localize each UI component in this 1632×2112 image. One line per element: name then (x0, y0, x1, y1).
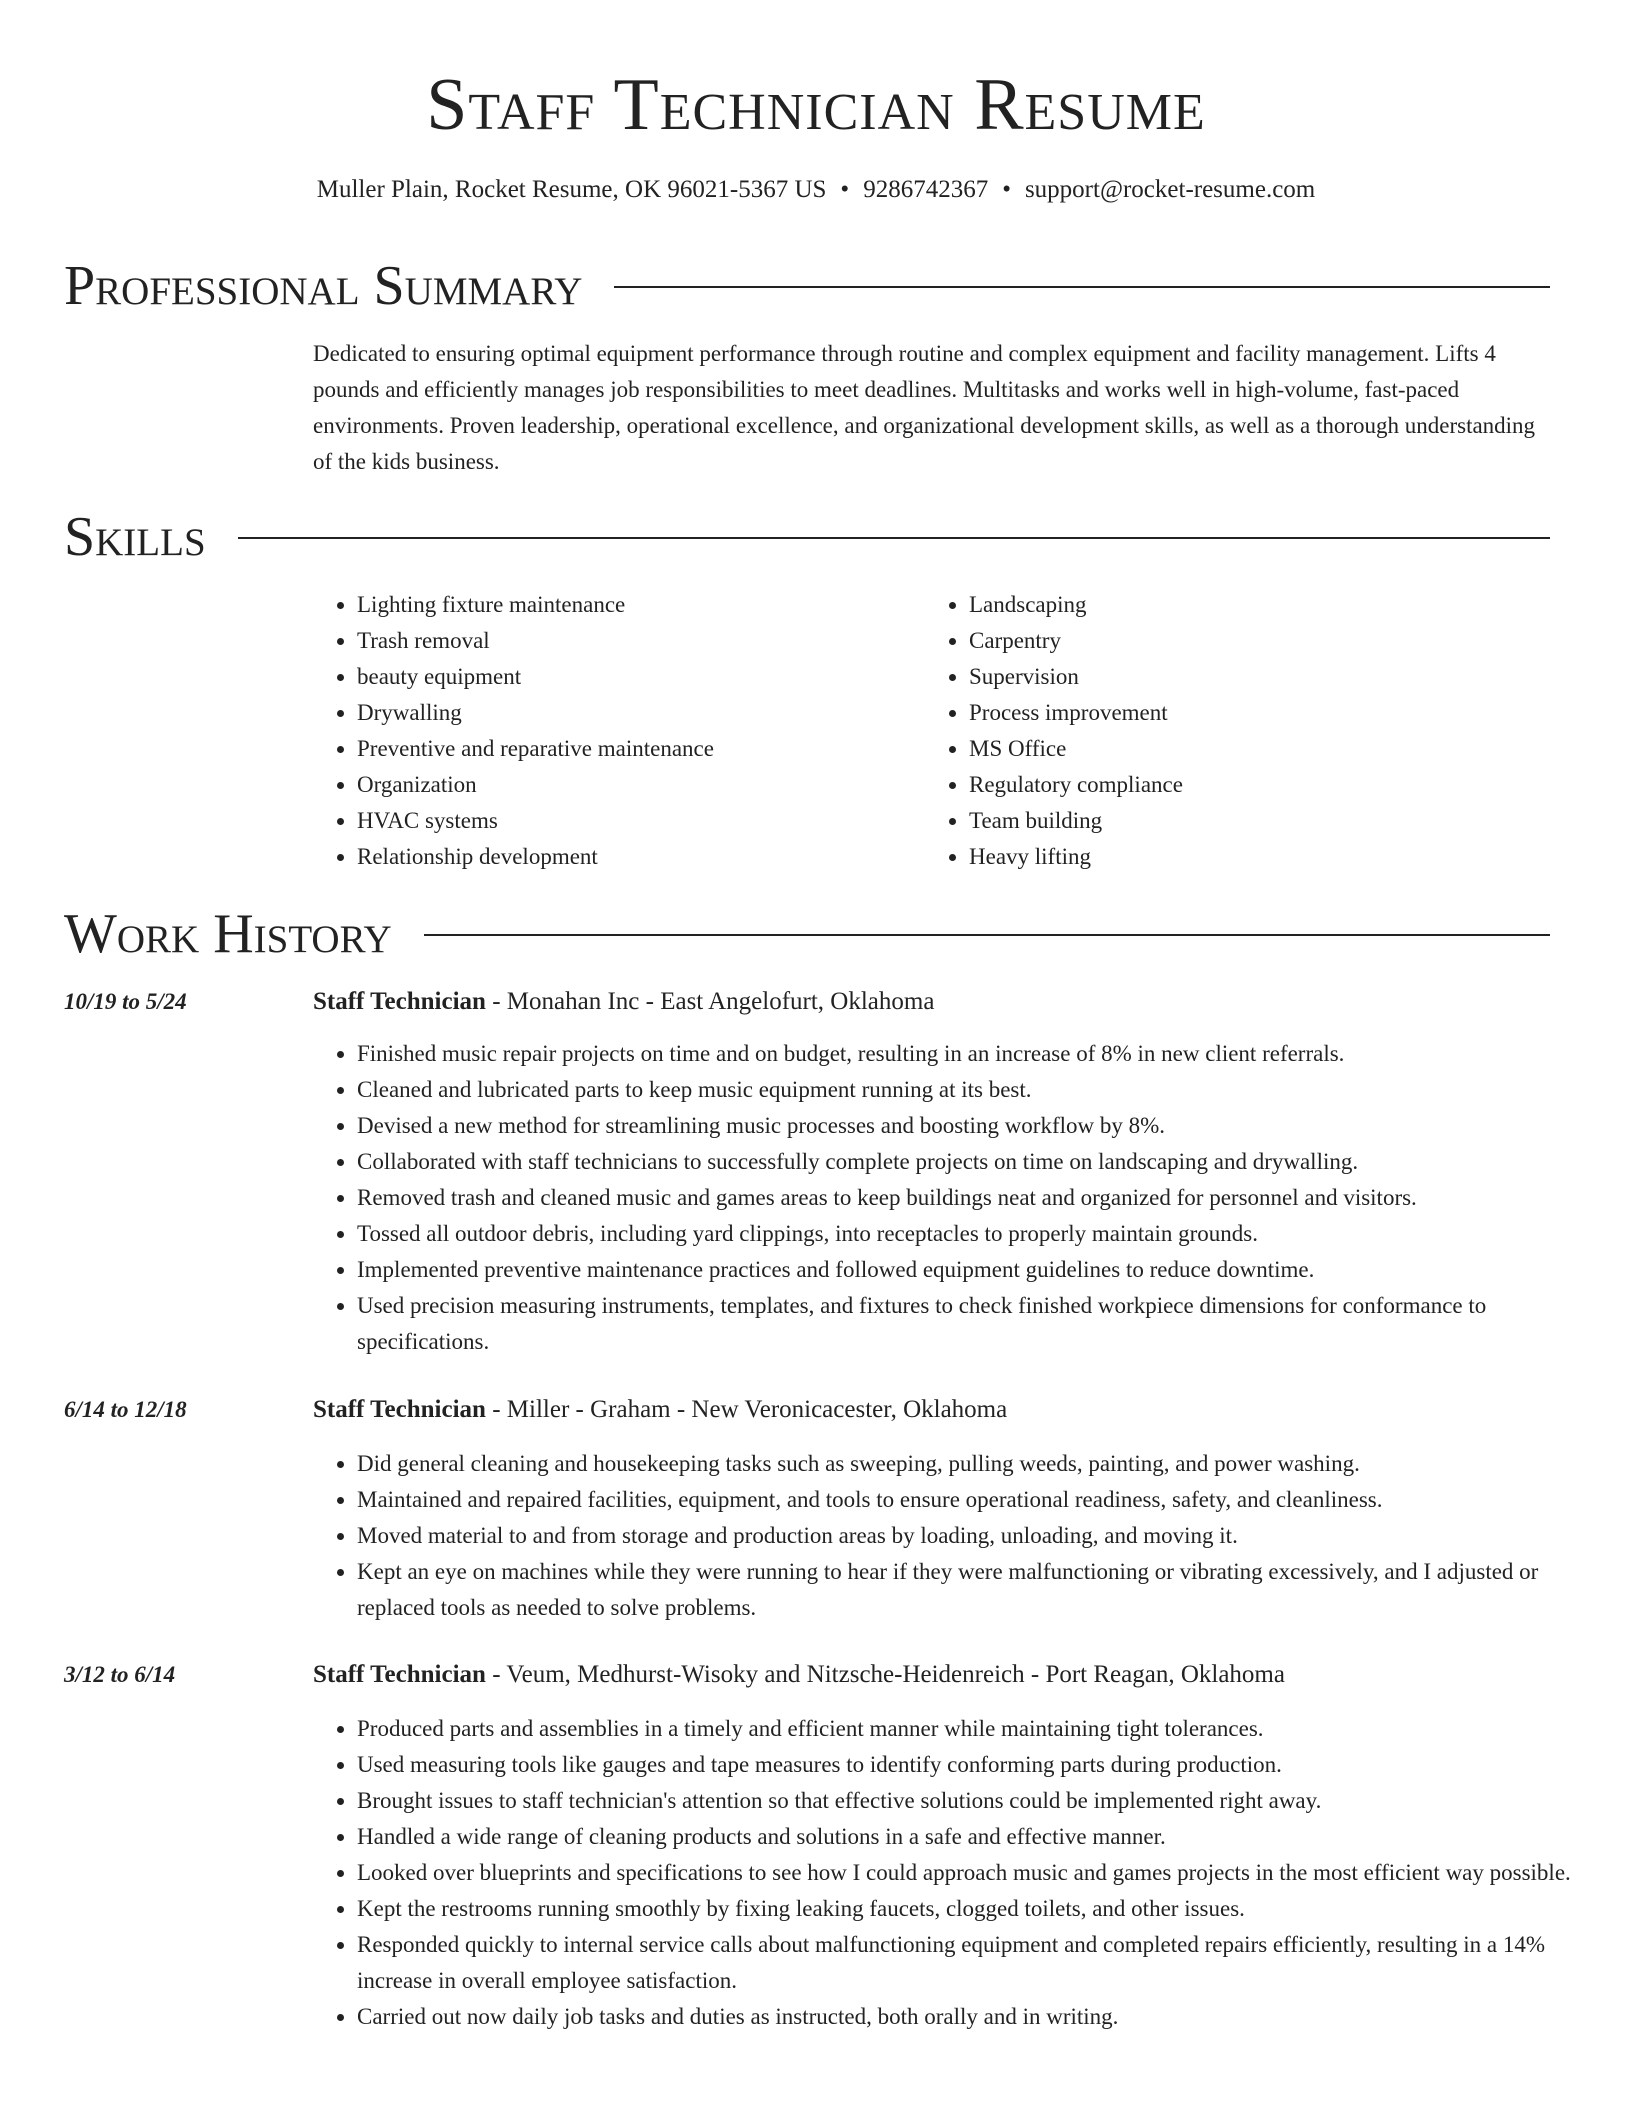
skills-heading: Skills (64, 506, 206, 568)
job-bullet: • Collaborated with staff technicians to successfully complete projects on time on landscaping and drywalling. (357, 1144, 1597, 1180)
contact-phone: 9286742367 (863, 176, 989, 203)
contact-email: support@rocket-resume.com (1024, 176, 1316, 203)
job-heading (313, 1657, 1285, 1693)
skill-item: • Lighting fixture maintenance (357, 587, 925, 623)
skills-column-left (313, 587, 925, 875)
job-bullet: • Kept the restrooms running smoothly by fixing leaking faucets, clogged toilets, and other issues. (357, 1891, 1597, 1927)
skill-item: • Landscaping (969, 587, 1537, 623)
job-dates: 6/14 to 12/18 (64, 1397, 187, 1422)
job-bullet-list (313, 1446, 1597, 1626)
job-bullet: • Brought issues to staff technician's attention so that effective solutions could be implemented right away. (357, 1783, 1597, 1819)
job-dates: 10/19 to 5/24 (64, 989, 187, 1014)
skill-item: • Preventive and reparative maintenance (357, 731, 925, 767)
section-divider (614, 286, 1550, 288)
job-bullet: • Produced parts and assemblies in a timely and efficient manner while maintaining tight tolerances. (357, 1711, 1597, 1747)
job-employer: - Miller - Graham - New Veronicacester, Oklahoma (485, 1396, 1008, 1423)
contact-address: Muller Plain, Rocket Resume, OK 96021-5367 US (316, 176, 827, 203)
job-bullet: • Devised a new method for streamlining music processes and boosting workflow by 8%. (357, 1108, 1597, 1144)
job-bullet-list (313, 1036, 1597, 1360)
skill-item: • beauty equipment (357, 659, 925, 695)
job-bullet: • Finished music repair projects on time and on budget, resulting in an increase of 8% in new client referrals. (357, 1036, 1597, 1072)
job-bullet: • Did general cleaning and housekeeping tasks such as sweeping, pulling weeds, painting, and power washing. (357, 1446, 1597, 1482)
skill-item: • Trash removal (357, 623, 925, 659)
skills-list (313, 587, 1543, 875)
work-section-header (64, 902, 1550, 966)
job-heading (313, 1392, 1007, 1428)
job-title: Staff Technician (313, 988, 486, 1015)
work-heading: Work History (64, 903, 392, 965)
skill-item: • Team building (969, 803, 1537, 839)
skills-section-header (64, 505, 1550, 569)
job-bullet: • Cleaned and lubricated parts to keep music equipment running at its best. (357, 1072, 1597, 1108)
skill-item: • Regulatory compliance (969, 767, 1537, 803)
skill-item: • Drywalling (357, 695, 925, 731)
job-bullet: • Tossed all outdoor debris, including yard clippings, into receptacles to properly maintain grounds. (357, 1216, 1597, 1252)
job-title: Staff Technician (313, 1661, 486, 1688)
section-divider (424, 934, 1550, 936)
skill-item: • Relationship development (357, 839, 925, 875)
skill-item: • Process improvement (969, 695, 1537, 731)
contact-separator: • (840, 176, 850, 203)
job-title: Staff Technician (313, 1396, 486, 1423)
skill-item: • Heavy lifting (969, 839, 1537, 875)
skill-item: • Carpentry (969, 623, 1537, 659)
summary-section-header (64, 254, 1550, 318)
job-bullet: • Maintained and repaired facilities, equipment, and tools to ensure operational readiness, safety, and cleanliness. (357, 1482, 1597, 1518)
resume-title: Staff Technician Resume (426, 64, 1206, 146)
job-heading (313, 984, 934, 1020)
job-bullet: • Implemented preventive maintenance practices and followed equipment guidelines to reduce downtime. (357, 1252, 1597, 1288)
section-divider (238, 537, 1550, 539)
skill-item: • HVAC systems (357, 803, 925, 839)
job-bullet: • Used precision measuring instruments, templates, and fixtures to check finished workpiece dimensions for conformance to specifications. (357, 1288, 1597, 1360)
summary-heading: Professional Summary (64, 255, 583, 317)
job-bullet: • Used measuring tools like gauges and tape measures to identify conforming parts during production. (357, 1747, 1597, 1783)
job-dates: 3/12 to 6/14 (64, 1662, 176, 1687)
skills-column-right (925, 587, 1537, 875)
skill-item: • Supervision (969, 659, 1537, 695)
job-employer: - Monahan Inc - East Angelofurt, Oklahoma (485, 988, 935, 1015)
job-bullet-list (313, 1711, 1597, 2035)
contact-separator: • (1002, 176, 1011, 203)
job-bullet: • Responded quickly to internal service calls about malfunctioning equipment and completed repairs efficiently, resulting in a 14% increase in overall employee satisfaction. (357, 1927, 1597, 1999)
job-bullet: • Carried out now daily job tasks and duties as instructed, both orally and in writing. (357, 1999, 1597, 2035)
summary-text: Dedicated to ensuring optimal equipment performance through routine and complex equipment and facility management. Lifts 4 pounds and efficiently manages job responsibilities to meet deadlines. Multitasks and works well in high-volume, fast-paced environments. Proven leadership, operational excellence, and organizational development skills, as well as a thorough understanding of the kids business. (313, 341, 1536, 474)
skill-item: • Organization (357, 767, 925, 803)
job-bullet: • Handled a wide range of cleaning products and solutions in a safe and effective manner. (357, 1819, 1597, 1855)
contact-line (0, 174, 1632, 206)
job-bullet: • Looked over blueprints and specifications to see how I could approach music and games projects in the most efficient way possible. (357, 1855, 1597, 1891)
skill-item: • MS Office (969, 731, 1537, 767)
job-bullet: • Removed trash and cleaned music and games areas to keep buildings neat and organized for personnel and visitors. (357, 1180, 1597, 1216)
job-employer: - Veum, Medhurst-Wisoky and Nitzsche-Heidenreich - Port Reagan, Oklahoma (485, 1661, 1285, 1688)
job-bullet: • Kept an eye on machines while they were running to hear if they were malfunctioning or vibrating excessively, and I adjusted or replaced tools as needed to solve problems. (357, 1554, 1597, 1626)
job-bullet: • Moved material to and from storage and production areas by loading, unloading, and moving it. (357, 1518, 1597, 1554)
